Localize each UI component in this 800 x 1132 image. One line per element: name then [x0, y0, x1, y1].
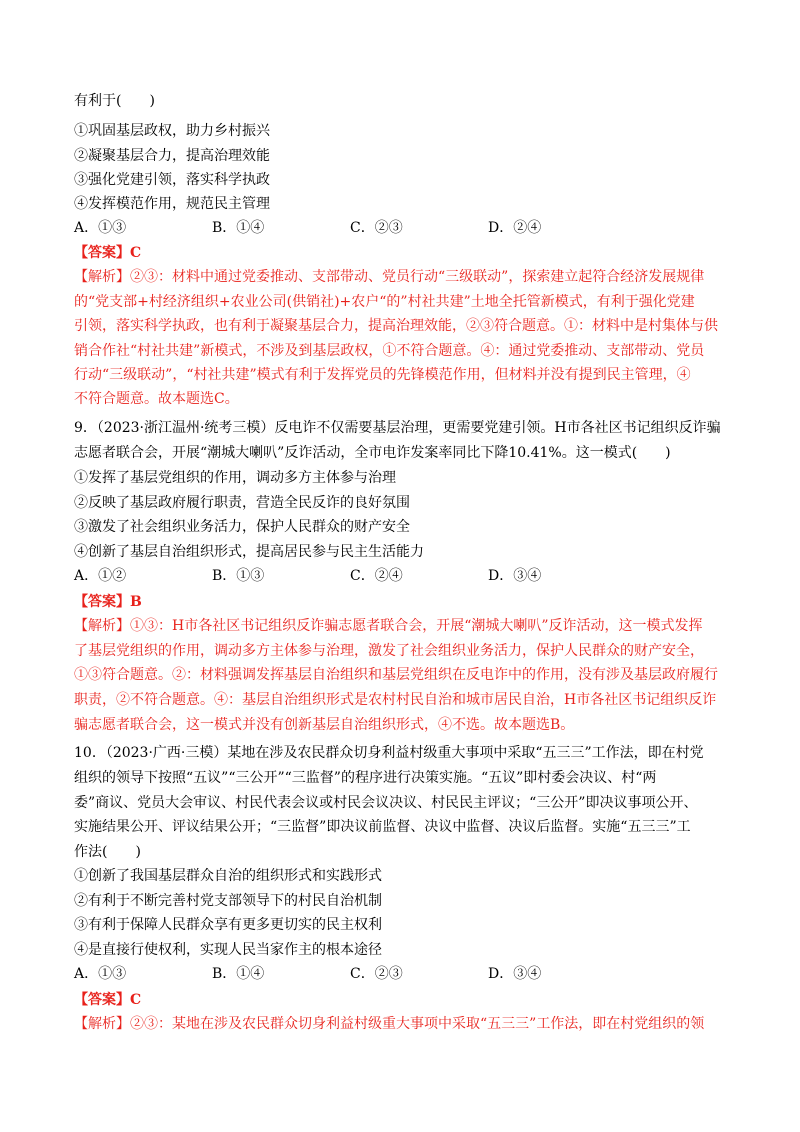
q8-analysis-line-3: 引领，落实科学执政，也有利于凝聚基层合力，提高治理效能，②③符合题意。①：材料中是村集体与供: [74, 318, 718, 334]
q9-option-4: ④创新了基层自治组织形式，提高居民参与民主生活能力: [74, 544, 424, 560]
q9-choice-a: A．①②: [74, 568, 127, 584]
q9-answer-value: B: [130, 594, 142, 610]
q8-choice-c: C．②③: [350, 220, 403, 236]
q9-stem-line-2: 志愿者联合会，开展“潮城大喇叭”反诈活动，全市电诈发案率同比下降10.41%。这一模式( ): [74, 445, 671, 461]
q8-analysis-line-6: 不符合题意。故本题选C。: [74, 391, 239, 407]
q10-stem-line-3: 委”商议、党员大会审议、村民代表会议或村民会议决议、村民民主评议；“三公开”即决议事项公开、: [74, 795, 698, 811]
q9-answer: [74, 592, 142, 612]
q10-option-4: ④是直接行使权利，实现人民当家作主的根本途径: [74, 942, 382, 958]
q9-analysis-line-2: 了基层党组织的作用，调动多方主体参与治理，激发了社会组织业务活力，保护人民群众的财产安全，: [74, 643, 704, 659]
q9-option-3: ③激发了社会组织业务活力，保护人民群众的财产安全: [74, 519, 410, 535]
q8-choice-d: D．②④: [488, 220, 542, 236]
q9-choices: [74, 566, 694, 586]
q9-choice-d: D．③④: [488, 568, 542, 584]
q8-analysis-line-5: 行动“三级联动”，“村社共建”模式有利于发挥党员的先锋模范作用，但材料并没有提到民主管理，④: [74, 367, 691, 383]
q8-answer-value: C: [130, 245, 142, 261]
q8-stem-tail: 有利于( ): [74, 93, 155, 109]
q8-analysis-line-4: 销合作社“村社共建”新模式，不涉及到基层政权，①不符合题意。④：通过党委推动、支部带动、党员: [74, 343, 705, 359]
q10-stem-line-1: 10．（2023·广西·三模）某地在涉及农民群众切身利益村级重大事项中采取“五三三”工作法，即在村党: [74, 745, 704, 761]
q10-choice-a: A．①③: [74, 966, 127, 982]
q10-analysis-line-1: 【解析】②③：某地在涉及农民群众切身利益村级重大事项中采取“五三三”工作法，即在村党组织的领: [74, 1016, 705, 1032]
q10-choice-b: B．①④: [212, 966, 265, 982]
q9-choice-c: C．②④: [350, 568, 403, 584]
q10-answer-value: C: [130, 992, 142, 1008]
q8-answer: [74, 243, 141, 263]
q9-analysis-line-4: 职责，②不符合题意。④：基层自治组织形式是农村村民自治和城市居民自治，H市各社区书记组织反诈: [74, 692, 717, 708]
q10-answer-tag: 【答案】: [74, 992, 130, 1008]
q10-stem-line-4: 实施结果公开、评议结果公开；“三监督”即决议前监督、决议中监督、决议后监督。实施“五三三”工: [74, 819, 691, 835]
q8-option-4: ④发挥模范作用，规范民主管理: [74, 196, 270, 212]
q10-option-2: ②有利于不断完善村党支部领导下的村民自治机制: [74, 893, 382, 909]
q9-option-1: ①发挥了基层党组织的作用，调动多方主体参与治理: [74, 470, 396, 486]
q9-choice-b: B．①③: [212, 568, 265, 584]
q10-choice-d: D．③④: [488, 966, 542, 982]
q10-option-3: ③有利于保障人民群众享有更多更切实的民主权利: [74, 917, 382, 933]
q9-analysis-line-3: ①③符合题意。②：材料强调发挥基层自治组织和基层党组织在反电诈中的作用，没有涉及基层政府履行: [74, 667, 718, 683]
q8-option-2: ②凝聚基层合力，提高治理效能: [74, 148, 270, 164]
q8-choices: [74, 218, 694, 238]
q9-analysis-line-5: 骗志愿者联合会，这一模式并没有创新基层自治组织形式，④不选。故本题选B。: [74, 717, 575, 733]
q9-analysis-line-1: 【解析】①③：H市各社区书记组织反诈骗志愿者联合会，开展“潮城大喇叭”反诈活动，这一模式发挥: [74, 618, 703, 634]
q10-stem-line-2: 组织的领导下按照“五议”“三公开”“三监督”的程序进行决策实施。“五议”即村委会决议、村“两: [74, 770, 657, 786]
q8-choice-b: B．①④: [212, 220, 265, 236]
q10-stem-line-5: 作法( ): [74, 844, 141, 860]
q10-answer: [74, 990, 141, 1010]
q9-answer-tag: 【答案】: [74, 594, 130, 610]
q8-option-1: ①巩固基层政权，助力乡村振兴: [74, 123, 270, 139]
q8-option-3: ③强化党建引领，落实科学执政: [74, 172, 270, 188]
q10-choices: [74, 964, 694, 984]
q8-analysis-line-1: 【解析】②③：材料中通过党委推动、支部带动、党员行动“三级联动”，探索建立起符合经济发展规律: [74, 269, 705, 285]
q9-option-2: ②反映了基层政府履行职责，营造全民反诈的良好氛围: [74, 495, 410, 511]
q8-answer-tag: 【答案】: [74, 245, 130, 261]
q10-choice-c: C．②③: [350, 966, 403, 982]
q8-choice-a: A．①③: [74, 220, 127, 236]
q9-stem-line-1: 9．（2023·浙江温州·统考三模）反电诈不仅需要基层治理，更需要党建引领。H市各社区书记组织反诈骗: [74, 420, 721, 436]
q10-option-1: ①创新了我国基层群众自治的组织形式和实践形式: [74, 868, 382, 884]
q8-analysis-line-2: 的“党支部+村经济组织+农业公司(供销社)+农户“的”村社共建”土地全托管新模式，有利于强化党建: [74, 294, 695, 310]
